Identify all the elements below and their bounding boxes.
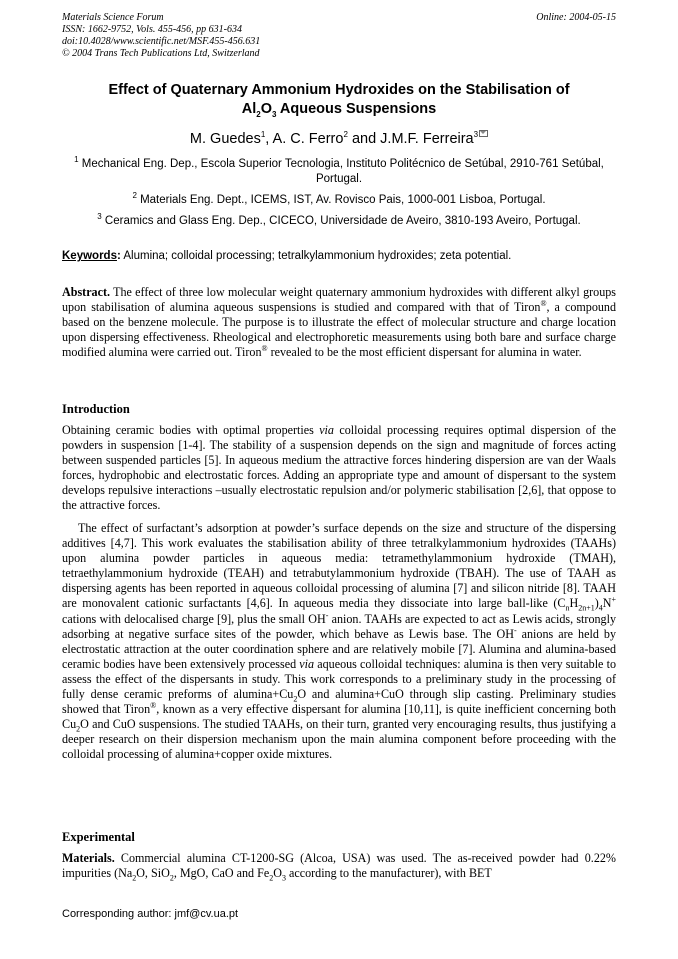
introduction-heading: Introduction	[62, 402, 130, 416]
affiliation-3: $^3$ Ceramics and Glass Eng. Dep., CICECO, Universidade de Aveiro, 3810-193 Aveiro, Portugal.	[97, 212, 581, 227]
affiliation-2: $^2$ Materials Eng. Dept., ICEMS, IST, Av. Rovisco Pais, 1000-001 Lisboa, Portugal.	[132, 191, 546, 206]
title-line-2: $Al_2O_3$ Aqueous Suspensions	[241, 101, 437, 119]
journal-doi: doi:10.4028/www.scientific.net/MSF.455-456.631	[62, 36, 261, 47]
experimental-heading: Experimental	[62, 830, 135, 844]
introduction-paragraph-1: Obtaining ceramic bodies with optimal properties via colloidal processing requires optimal dispersion of the powders in suspension [1-4]. The stability of a suspension depends on the sign and magnitude of forces acting between suspended particles [5]. In aqueous medium the attractive forces hindering dispersion are van der Waals forces, hydrophobic and electrostatic forces. Adding an appropriate type and amount of dispersant to the system develops repulsive interactions –usually electrostatic repulsion and/or polymeric stabilisation [2,6], that oppose to the attractive forces.	[62, 423, 616, 513]
author-list: M. Guedes$^1$, A. C. Ferro$^2$ and J.M.F. Ferreira$^3$	[62, 130, 616, 148]
keywords: Keywords: Alumina; colloidal processing; tetralkylammonium hydroxides; zeta potential.	[62, 250, 512, 262]
paper-title	[62, 81, 616, 119]
title-line-1: Effect of Quaternary Ammonium Hydroxides on the Stabilisation of	[108, 82, 570, 98]
experimental-paragraph: Materials. Commercial alumina CT-1200-SG (Alcoa, USA) was used. The as-received powder had 0.22% impurities ($Na_2O$, SiO$_2$, MgO, CaO and $Fe_2O_3$ according to the manufacturer), with BET	[62, 851, 616, 883]
affiliation-1: $^1$ Mechanical Eng. Dep., Escola Superior Tecnologia, Instituto Politécnico de Setúbal, 2910-761 Setúbal, Portugal.	[74, 155, 604, 185]
envelope-icon	[479, 130, 488, 137]
journal-header	[62, 12, 402, 60]
introduction-paragraph-2: The effect of surfactant’s adsorption at powder’s surface depends on the size and structure of the dispersing additives [4,7]. This work evaluates the stabilisation ability of three tetralkylammonium hydroxides (TAAHs) upon alumina powder particles in aqueous media: tetramethylammonium hydroxide (TMAH), tetraethylammonium hydroxide (TEAH) and tetrabutylammonium hydroxide (TBAH). The use of TAAH as dispersing agents has been reported in aqueous colloidal processing of alumina [7] and silicon nitride [8]. TAAH are monovalent cationic surfactants [4,6]. In aqueous media they dissociate into large ball-like $(C_nH_{2n+1})_4N^+$ cations with delocalised charge [9], plus the small OH- anion. TAAHs are expected to act as Lewis acids, strongly adsorbing at negative surface sites of the powder, which behave as Lewis base. The OH- anions are held by electrostatic attraction at the outer coordination sphere and are relatively mobile [7]. Alumina and alumina-based ceramic bodies have been extensively processed via aqueous colloidal techniques: alumina is then very suitable to assess the effect of the dispersants in study. This work corresponds to a preliminary study in the processing of fully dense ceramic preforms of $alumina+Cu_2O$ and alumina+CuO through slip casting. Preliminary studies showed that Tiron®, known as a very effective dispersant for alumina [10,11], is quite inefficient concerning both $Cu_2O$ and CuO suspensions. The studied TAAHs, on their turn, granted very encouraging results, thus justifying a deeper research on their dispersion mechanism upon the main alumina component before proceeding with the colloidal processing of alumina+copper oxide mixtures.	[62, 521, 616, 762]
journal-issn: ISSN: 1662-9752, Vols. 455-456, pp 631-634	[62, 24, 242, 35]
abstract: Abstract. The effect of three low molecular weight quaternary ammonium hydroxides with different alkyl groups upon stabilisation of alumina aqueous suspensions is studied and compared with that of Tiron®, a compound based on the benzene molecule. The purpose is to illustrate the effect of molecular structure and charge location upon dispersing effectiveness. Rheological and electrophoretic measurements using both bare and surface charge modified alumina were carried out. Tiron® revealed to be the most efficient dispersant for alumina in water.	[62, 285, 617, 360]
journal-copyright: © 2004 Trans Tech Publications Ltd, Switzerland	[62, 48, 260, 59]
online-date: Online: 2004-05-15	[536, 12, 616, 23]
journal-name: Materials Science Forum	[62, 12, 164, 23]
corresponding-author: Corresponding author: jmf@cv.ua.pt	[62, 908, 239, 920]
